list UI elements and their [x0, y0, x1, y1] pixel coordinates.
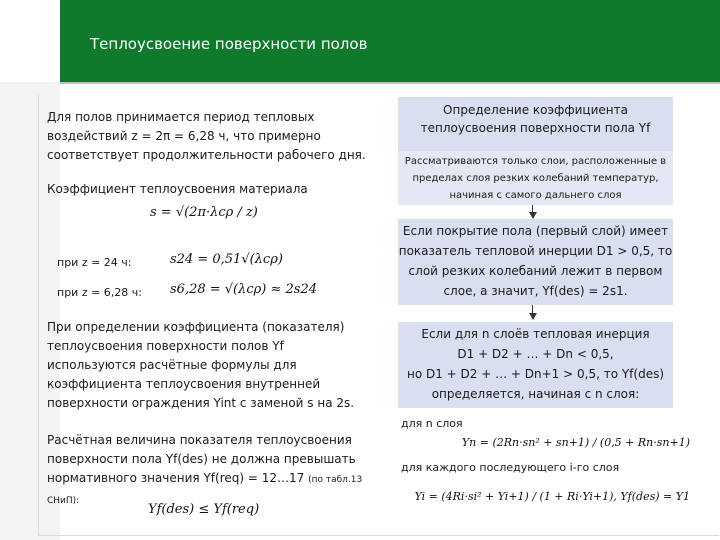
box-n-layers	[398, 322, 673, 408]
snip-note: (по табл.13 СНиП):	[47, 475, 363, 506]
left-margin-top	[0, 0, 60, 82]
method-line-4: коэффициента теплоусвоения внутренней	[47, 377, 321, 391]
box4-line-3: но D1 + D2 + … + Dn+1 > 0,5, то Yf(des)	[406, 367, 665, 381]
method-line-2: теплоусвоения поверхности полов Yf	[47, 339, 284, 353]
intro-line-2: воздействий z = 2π = 6,28 ч, что примерно	[47, 129, 321, 143]
box4-line-2: D1 + D2 + … + Dn < 0,5,	[457, 347, 614, 361]
box1-line-1: Определение коэффициента	[443, 103, 628, 117]
design-line-1: Расчётная величина показателя теплоусвоения	[47, 433, 352, 447]
box3-line-3: слой резких колебаний лежит в первом	[408, 264, 663, 278]
box-definition-title	[398, 97, 673, 151]
box3-line-4: слое, а значит, Yf(des) = 2s1.	[443, 284, 628, 298]
i-layer-label: для каждого последующего i-го слоя	[401, 461, 620, 474]
method-line-3: используются расчётные формулы для	[47, 358, 297, 372]
design-line-2: поверхности пола Yf(des) не должна превышать	[47, 452, 356, 466]
slide-header	[60, 0, 720, 84]
design-value-paragraph	[47, 431, 392, 511]
box2-line-1: Рассматриваются только слои, расположенные в	[404, 156, 667, 167]
slide-title: Теплоусвоение поверхности полов	[90, 35, 368, 53]
formula-yi: Yi = (4Ri·si² + Yi+1) / (1 + Ri·Yi+1), Yf(des) = Y1	[414, 490, 690, 503]
box1-line-2: теплоусвоения поверхности пола Yf	[420, 121, 651, 135]
formula-s: s = √(2π·λcρ / z)	[150, 205, 258, 220]
z628-label: при z = 6,28 ч:	[57, 286, 142, 299]
arrow-1-head	[529, 212, 537, 219]
intro-line-3: соответствует продолжительности рабочего дня.	[47, 148, 366, 162]
arrow-2-head	[529, 313, 537, 320]
formula-condition: Yf(des) ≤ Yf(req)	[148, 502, 260, 517]
box2-line-2: пределах слоя резких колебаний температур,	[412, 173, 659, 184]
box4-line-4: определяется, начиная с n слоя:	[431, 387, 640, 401]
box3-line-1: Если покрытие пола (первый слой) имеет	[402, 224, 669, 238]
method-line-5: поверхности ограждения Yint с заменой s на 2s.	[47, 396, 355, 410]
intro-paragraph	[47, 108, 387, 165]
design-line-3-text: нормативного значения Yf(req) = 12…17	[47, 471, 305, 485]
box3-line-2: показатель тепловой инерции D1 > 0,5, то	[398, 244, 673, 258]
n-layer-label: для n слоя	[401, 417, 463, 430]
method-paragraph	[47, 318, 392, 413]
formula-s24: s24 = 0,51√(λcρ)	[170, 252, 283, 267]
formula-s628: s6,28 = √(λcρ) ≈ 2s24	[170, 282, 318, 297]
box-layers-considered	[398, 151, 673, 205]
method-line-1: При определении коэффициента (показателя)	[47, 320, 345, 334]
box4-line-1: Если для n слоёв тепловая инерция	[421, 327, 650, 341]
intro-line-1: Для полов принимается период тепловых	[47, 110, 315, 124]
z24-label: при z = 24 ч:	[57, 256, 132, 269]
material-coefficient-label: Коэффициент теплоусвоения материала	[47, 182, 308, 196]
box-first-layer	[398, 219, 673, 305]
box2-line-3: начиная с самого дальнего слоя	[449, 190, 622, 201]
formula-yn: Yn = (2Rn·sn² + sn+1) / (0,5 + Rn·sn+1)	[461, 436, 690, 449]
